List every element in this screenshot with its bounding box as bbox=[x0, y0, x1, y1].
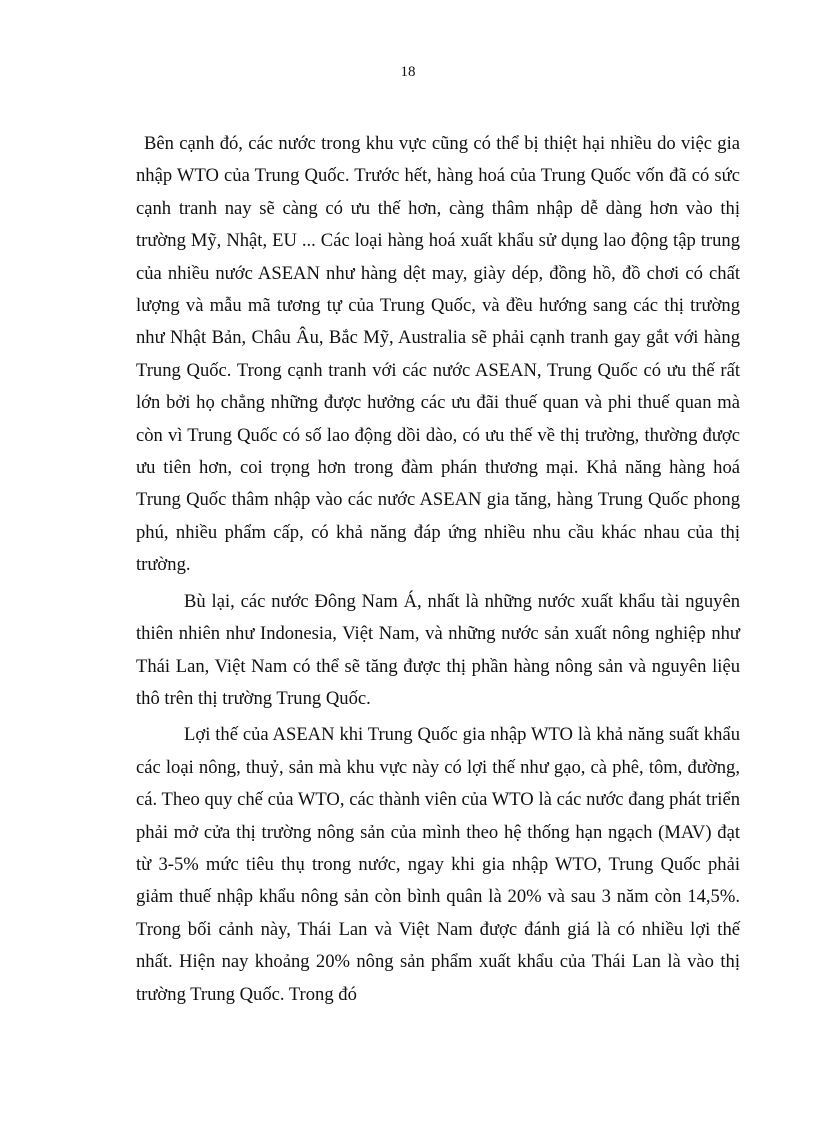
page-number: 18 bbox=[400, 64, 416, 80]
paragraph-competition-risks: Bên cạnh đó, các nước trong khu vực cũng có thể bị thiệt hại nhiều do việc gia nhập WTO của Trung Quốc. Trước hết, hàng hoá của Trung Quốc vốn đã có sức cạnh tranh nay sẽ càng có ưu thế hơn, càng thâm nhập dễ dàng hơn vào thị trường Mỹ, Nhật, EU ... Các loại hàng hoá xuất khẩu sử dụng lao động tập trung của nhiều nước ASEAN như hàng dệt may, giày dép, đồng hồ, đồ chơi có chất lượng và mẫu mã tương tự của Trung Quốc, và đều hướng sang các thị trường như Nhật Bản, Châu Âu, Bắc Mỹ, Australia sẽ phải cạnh tranh gay gắt với hàng Trung Quốc. Trong cạnh tranh với các nước ASEAN, Trung Quốc có ưu thế rất lớn bởi họ chẳng những được hưởng các ưu đãi thuế quan và phi thuế quan mà còn vì Trung Quốc có số lao động dồi dào, có ưu thế về thị trường, thường được ưu tiên hơn, coi trọng hơn trong đàm phán thương mại. Khả năng hàng hoá Trung Quốc thâm nhập vào các nước ASEAN gia tăng, hàng Trung Quốc phong phú, nhiều phẩm cấp, có khả năng đáp ứng nhiều nhu cầu khác nhau của thị trường. bbox=[136, 133, 740, 576]
document-body bbox=[136, 128, 740, 1011]
paragraph-asean-advantage: Lợi thế của ASEAN khi Trung Quốc gia nhập WTO là khả năng suất khẩu các loại nông, thuỷ, sản mà khu vực này có lợi thế như gạo, cà phê, tôm, đường, cá. Theo quy chế của WTO, các thành viên của WTO là các nước đang phát triển phải mở cửa thị trường nông sản của mình theo hệ thống hạn ngạch (MAV) đạt từ 3-5% mức tiêu thụ trong nước, ngay khi gia nhập WTO, Trung Quốc phải giảm thuế nhập khẩu nông sản còn bình quân là 20% và sau 3 năm còn 14,5%. Trong bối cảnh này, Thái Lan và Việt Nam được đánh giá là có nhiều lợi thế nhất. Hiện nay khoảng 20% nông sản phẩm xuất khẩu của Thái Lan là vào thị trường Trung Quốc. Trong đó bbox=[136, 724, 740, 1005]
paragraph-compensation: Bù lại, các nước Đông Nam Á, nhất là những nước xuất khẩu tài nguyên thiên nhiên như Indonesia, Việt Nam, và những nước sản xuất nông nghiệp như Thái Lan, Việt Nam có thể sẽ tăng được thị phần hàng nông sản và nguyên liệu thô trên thị trường Trung Quốc. bbox=[136, 590, 740, 709]
